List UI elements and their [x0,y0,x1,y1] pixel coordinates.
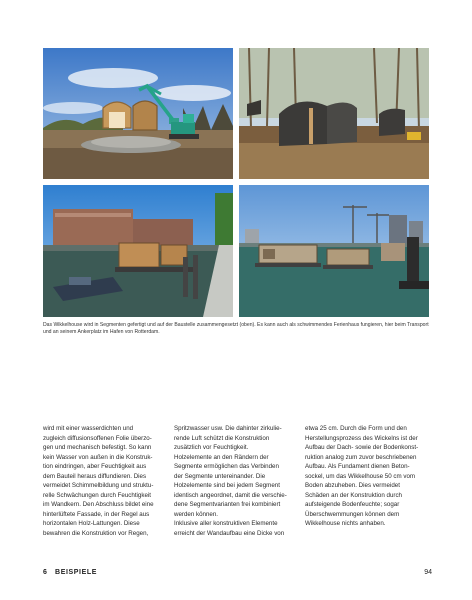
photo-floating-transport [43,185,233,317]
photo-construction-site [43,48,233,179]
photo-houses-in-forest [239,48,429,179]
section-title: BEISPIELE [55,569,98,576]
body-text-column-1: wird mit einer wasserdichten und zugleich diffusionsoffenen Folie überzo- gen und mechanisch befestigt. So kann kein Wasser von außen in die Konstruk- tion eindringen, aber Feuchtigkeit aus dem Bauteil heraus diffundieren. Dies vermeidet Schimmelbildung und struktu- relle Schwächungen durch Feuchtigkeit im Wandkern. Den Abschluss bildet eine hinterlüftete Fassade, in der Regel aus horizontalen Holz-Lattungen. Diese bewahren die Konstruktion vor Regen, [43,425,154,538]
page-number: 94 [424,569,432,576]
body-text-column-3: etwa 25 cm. Durch die Form und den Herstellungsprozess des Wickelns ist der Aufbau der Dach- sowie der Bodenkonst- ruktion analog zum zuvor beschriebenen Aufbau. Als Fundament dienen Beton- sockel, um das Wikkelhouse 50 cm vom Boden abzuheben. Dies vermeidet Schäden an der Konstruktion durch aufsteigende Bodenfeuchte; sogar Überschwemmungen können dem Wikkelhouse nichts anhaben. [305,425,419,528]
section-footer [43,569,97,576]
body-text-column-2: Spritzwasser usw. Die dahinter zirkulie- rende Luft schützt die Konstruktion zusätzlich vor Feuchtigkeit. Holzelemente an den Rändern der Segmente ermöglichen das Verbinden der Segmente untereinander. Die Holzelemente sind bei jedem Segment identisch angeordnet, damit die verschie- dene Segmentvarianten frei kombiniert werden können. Inklusive aller konstruktiven Elemente erreicht der Wandaufbau eine Dicke von [174,425,287,538]
section-number: 6 [43,569,48,576]
photo-rotterdam-harbour [239,185,429,317]
photo-caption: Das Wikkelhouse wird in Segmenten gefertigt und auf der Baustelle zusammengesetzt (oben). Es kann auch als schwimmendes Ferienhaus fungieren, hier beim Transport und an seinem Ankerplatz im Hafen von Rotterdam. [43,322,429,336]
